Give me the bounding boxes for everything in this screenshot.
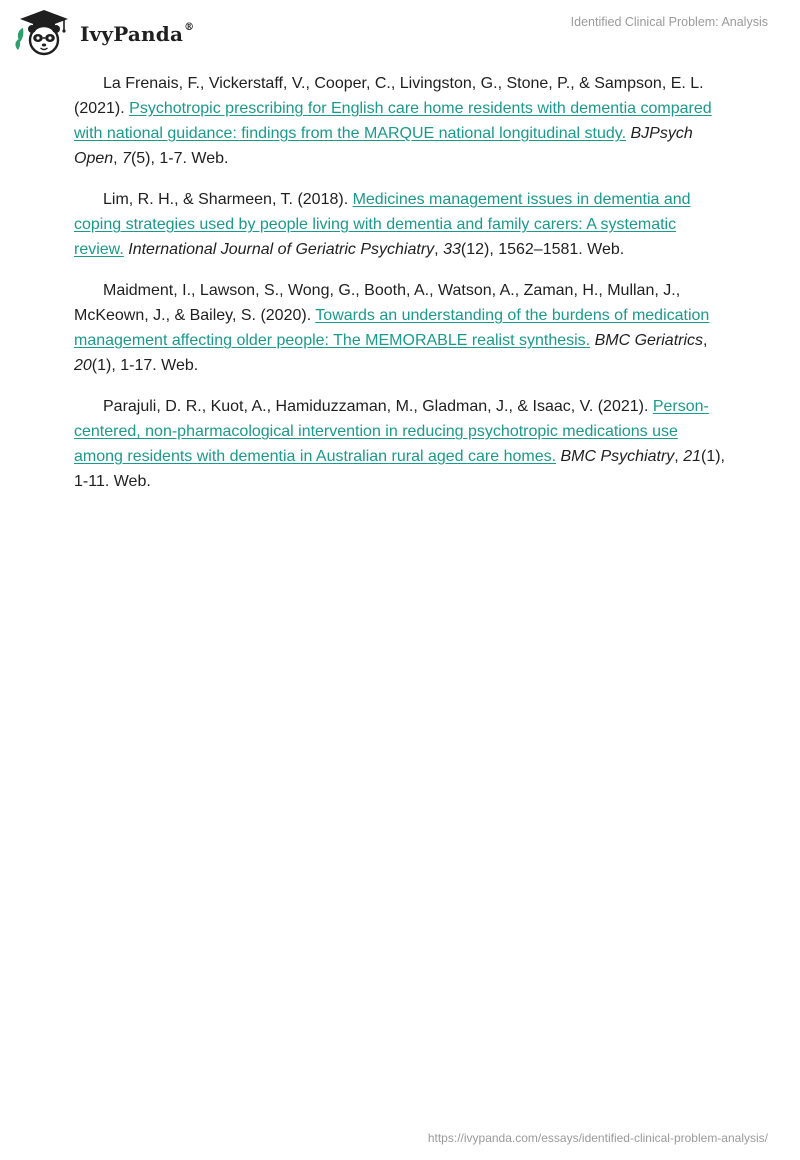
registered-mark: ® xyxy=(184,22,195,34)
reference-authors: Lim, R. H., & Sharmeen, T. (2018). xyxy=(103,191,353,208)
reference-title-link[interactable]: Person-centered, non-pharmacological intervention in reducing psychotropic medications use among residents with dementia in Australian rural aged care homes. xyxy=(74,398,709,465)
reference-journal: BJPsych Open xyxy=(74,125,693,167)
reference-volume: 7 xyxy=(122,150,131,167)
brand-name: IvyPanda xyxy=(80,22,184,46)
reference-entry: Parajuli, D. R., Kuot, A., Hamiduzzaman, M., Gladman, J., & Isaac, V. (2021). Person-centered, non-pharmacological intervention in reducing psychotropic medications use among residents with dementia in Australian rural aged care homes. BMC Psychiatry, 21(1), 1-11. Web. xyxy=(74,398,725,490)
reference-volume: 21 xyxy=(683,448,701,465)
page-header xyxy=(0,0,800,62)
reference-journal: BMC Geriatrics xyxy=(594,332,704,349)
reference-authors: La Frenais, F., Vickerstaff, V., Cooper, C., Livingston, G., Stone, P., & Sampson, E. L. (2021). xyxy=(74,75,704,117)
reference-issue-pages: (1), 1-11. Web. xyxy=(74,448,725,490)
reference-volume: 20 xyxy=(74,357,92,374)
reference-issue-pages: (5), 1-7. Web. xyxy=(130,150,229,167)
reference-volume: 33 xyxy=(443,241,461,258)
reference-journal: International Journal of Geriatric Psychiatry xyxy=(128,241,435,258)
reference-authors: Maidment, I., Lawson, S., Wong, G., Booth, A., Watson, A., Zaman, H., Mullan, J., McKeown, J., & Bailey, S. (2020). xyxy=(74,282,681,324)
logo-wordmark xyxy=(80,22,194,46)
reference-issue-pages: (12), 1562–1581. Web. xyxy=(460,241,625,258)
reference-issue-pages: (1), 1-17. Web. xyxy=(91,357,199,374)
running-title: Identified Clinical Problem: Analysis xyxy=(570,15,768,29)
reference-entry: La Frenais, F., Vickerstaff, V., Cooper, C., Livingston, G., Stone, P., & Sampson, E. L. (2021). Psychotropic prescribing for English care home residents with dementia compared with national guidance: findings from the MARQUE national longitudinal study. BJPsych Open, 7(5), 1-7. Web. xyxy=(74,75,712,167)
ivypanda-logo[interactable] xyxy=(14,8,194,56)
panda-graduate-icon xyxy=(14,8,74,56)
reference-title-link[interactable]: Towards an understanding of the burdens of medication management affecting older people: The MEMORABLE realist synthesis. xyxy=(74,307,710,349)
reference-entry: Lim, R. H., & Sharmeen, T. (2018). Medicines management issues in dementia and coping strategies used by people living with dementia and family carers: A systematic review. International Journal of Geriatric Psychiatry, 33(12), 1562–1581. Web. xyxy=(74,191,691,258)
reference-authors: Parajuli, D. R., Kuot, A., Hamiduzzaman, M., Gladman, J., & Isaac, V. (2021). xyxy=(103,398,653,415)
reference-title-link[interactable]: Medicines management issues in dementia and coping strategies used by people living with dementia and family carers: A systematic review. xyxy=(74,191,691,258)
reference-title-link[interactable]: Psychotropic prescribing for English care home residents with dementia compared with national guidance: findings from the MARQUE national longitudinal study. xyxy=(74,100,712,142)
footer-url[interactable]: https://ivypanda.com/essays/identified-clinical-problem-analysis/ xyxy=(427,1131,768,1145)
reference-list xyxy=(74,71,730,510)
reference-entry: Maidment, I., Lawson, S., Wong, G., Booth, A., Watson, A., Zaman, H., Mullan, J., McKeown, J., & Bailey, S. (2020). Towards an understanding of the burdens of medication management affecting older people: The MEMORABLE realist synthesis. BMC Geriatrics, 20(1), 1-17. Web. xyxy=(74,282,710,374)
reference-journal: BMC Psychiatry xyxy=(560,448,675,465)
